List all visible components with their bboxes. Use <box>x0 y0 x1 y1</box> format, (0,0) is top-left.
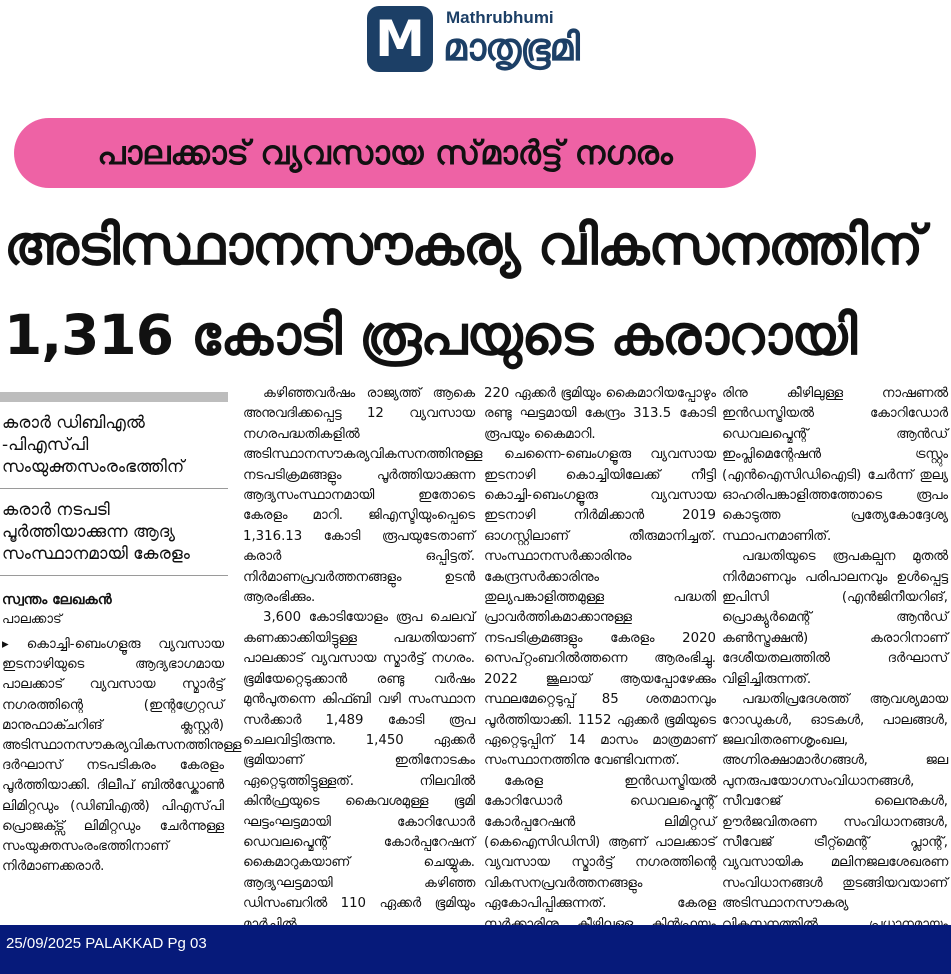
paragraph: കഴിഞ്ഞവർഷം രാജ്യത്ത് ആകെ അനുവദിക്കപ്പെട്ട 12 വ്യവസായ നഗരപദ്ധതികളിൽ അടിസ്ഥാനസൗകര്യവികസനത്തിനുള്ള നടപടിക്രമങ്ങളും പൂർത്തിയാക്കുന്ന ആദ്യസംസ്ഥാനമായി ഇതോടെ കേരളം മാറി. ജിഎസ്ടിയുംപ്പെടെ 1,316.13 കോടി രൂപയുടേതാണ് കരാർ ഒപ്പിട്ടത്. നിർമാണപ്രവർത്തനങ്ങളും ഉടൻ ആരംഭിക്കും. <box>243 386 483 606</box>
article-column-1 <box>243 384 483 935</box>
sidebar-rule <box>0 392 228 402</box>
article-column-2 <box>484 384 716 955</box>
paragraph: 220 ഏക്കർ ഭൂമിയും കൈമാറിയപ്പോഴും രണ്ടു ഘട്ടമായി കേന്ദ്രം 313.5 കോടി രൂപയും കൈമാറി. <box>484 386 716 442</box>
kicker-text: പാലക്കാട് വ്യവസായ സ്‌മാർട്ട് നഗരം <box>97 133 673 172</box>
paragraph: 3,600 കോടിയോളം രൂപ ചെലവ് കണക്കാക്കിയിട്ടുള്ള പദ്ധതിയാണ് പാലക്കാട് വ്യവസായ സ്മാർട്ട് നഗരം. ഭൂമിയേറ്റെടുക്കാൻ രണ്ടു വർഷം മുൻപുതന്നെ കിഫ്ബി വഴി സംസ്ഥാന സർക്കാർ 1,489 കോടി രൂപ ചെലവിട്ടിരുന്നു. 1,450 ഏക്കർ ഭൂമിയാണ് ഇതിനോടകം ഏറ്റെടുത്തിട്ടുള്ളത്. നിലവിൽ കിൻഫ്രയുടെ കൈവശമുള്ള ഭൂമി ഘട്ടംഘട്ടമായി കോറിഡോർ ഡെവലപ്മെന്റ് കോർപ്പറേഷന് കൈമാറുകയാണ് ചെയ്യുക. ആദ്യഘട്ടമായി കഴിഞ്ഞ ഡിസംബറിൽ 110 ഏക്കർ ഭൂമിയും <box>243 610 475 912</box>
article-column-3 <box>722 384 948 955</box>
dateline: പാലക്കാട് <box>2 612 62 627</box>
headline-line-2: 1,316 കോടി രൂപയുടെ കരാറായി <box>4 303 857 367</box>
sub-deck-1: കരാർ ഡിബിഎൽ -പിഎസ്‌പി സംയുക്തസംരംഭത്തിന് <box>0 402 228 489</box>
masthead <box>0 0 951 100</box>
footer-bar <box>0 925 951 974</box>
paragraph: പദ്ധതിപ്രദേശത്ത് ആവശ്യമായ റോഡുകൾ, ഓടകൾ, പാലങ്ങൾ, ജലവിതരണശൃംഖല, അഗ്നിരക്ഷാമാർഗങ്ങൾ, ജല പുനരുപയോഗസംവിധാനങ്ങൾ, സീവറേജ് ലൈനുകൾ, ഊർജവിതരണ സംവിധാനങ്ങൾ, സീവേജ് ട്രീറ്റ്മെന്റ് പ്ലാന്റ്, വ്യവസായിക മലിനജലശേഖരണ സംവിധാനങ്ങൾ തുടങ്ങിയവയാണ് അടിസ്ഥാനസൗകര്യ <box>722 692 948 912</box>
paragraph: രിനു കീഴിലുള്ള നാഷണൽ ഇൻഡസ്ട്രിയൽ കോറിഡോർ ഡെവലപ്മെന്റ് ആൻഡ് ഇംപ്ലിമെന്റേഷൻ ട്രസ്റ്റും (എൻഐസിഡിഐടി) ചേർന്ന് തുല്യ ഓഹരിപങ്കാളിത്തത്തോടെ രൂപം കൊടുത്ത പ്രത്യേകോദ്ദേശ്യ സ്ഥാപനമാണിത്. <box>722 386 948 544</box>
kicker-banner <box>14 118 756 188</box>
paragraph: ചെന്നൈ-ബെംഗളൂരു വ്യവസായ ഇടനാഴി കൊച്ചിയിലേക്ക് നീട്ടി കൊച്ചി-ബെംഗളൂരു വ്യവസായ ഇടനാഴി നിർമിക്കാൻ 2019 ഓഗസ്റ്റിലാണ് തീരുമാനിച്ചത്. സംസ്ഥാനസർക്കാരിനും കേന്ദ്രസർക്കാരിനും തുല്യപങ്കാളിത്തമുള്ള പദ്ധതി പ്രാവർത്തികമാക്കാനുള്ള നടപടിക്രമങ്ങളും കേരളം 2020 സെപ്റ്റംബറിൽത്തന്നെ ആരംഭിച്ചു. 2022 ജൂലായ് ആയപ്പോഴേക്കും സ്ഥലമേറ്റെടുപ്പ് 85 ശതമാനവും പൂർത്തിയാക്കി. 1152 ഏക്കർ ഭൂമിയുടെ ഏറ്റെടുപ്പിന് 14 മാസം മാത്രമാണ് സംസ്ഥാനത്തിനു വേണ്ടിവന്നത്. <box>484 447 716 769</box>
brand-name-malayalam: മാതൃഭൂമി <box>443 25 579 69</box>
lead-paragraph: ▸ കൊച്ചി-ബെംഗളൂരു വ്യവസായ ഇടനാഴിയുടെ ആദ്യഭാഗമായ പാലക്കാട് വ്യവസായ സ്മാർട്ട് നഗരത്തിന്റെ (ഇന്റഗ്രേറ്റഡ് മാനുഫാക്ചറിങ് ക്ലസ്റ്റർ) അടിസ്ഥാനസൗകര്യവികസനത്തിനുള്ള ദർഘാസ് നടപടികരം കേരളം പൂർത്തിയാക്കി. ദിലീപ് ബിൽഡ്കോൺ ലിമിറ്റഡും (ഡിബിഎൽ) പിഎസ്‌പി പ്രൊജക്ട്സ് ലിമിറ്റഡും ചേർന്നുള്ള സംയുക്തസംരംഭത്തിനാണ് നിർമാണക്കരാർ. <box>2 637 242 875</box>
mathrubhumi-logo-icon <box>367 6 433 72</box>
paragraph: പദ്ധതിയുടെ രൂപകല്പന മുതൽ നിർമാണവും പരിപാലനവും ഉൾപ്പെട്ട ഇപിസി (എൻജിനീയറിങ്, പ്രൊക്യുർമെന്റ് ആൻഡ് കൺസ്ട്രക്ഷൻ) കരാറിനാണ് ദേശീയതലത്തിൽ ദർഘാസ് വിളിച്ചിരുന്നത്. <box>722 549 948 687</box>
sub-deck-2: കരാർ നടപടി പൂർത്തിയാക്കുന്ന ആദ്യ സംസ്ഥാനമായി കേരളം <box>0 489 228 576</box>
headline <box>4 200 944 380</box>
sidebar <box>0 392 242 877</box>
logo-letter: M <box>375 10 425 68</box>
byline: സ്വന്തം ലേഖകൻ <box>2 592 112 608</box>
paragraph: കേരള ഇൻഡസ്ട്രിയൽ കോറിഡോർ ഡെവലപ്മെന്റ് കോർപ്പറേഷൻ ലിമിറ്റഡ് (കെഐസിഡിസി) ആണ് പാലക്കാട് വ്യവസായ സ്മാർട്ട് നഗരത്തിന്റെ വികസനപ്രവർത്തനങ്ങളും ഏകോപിപ്പിക്കുന്നത്. കേരള <box>484 773 716 912</box>
headline-line-1: അടിസ്ഥാനസൗകര്യ വികസനത്തിന് <box>4 213 923 277</box>
edition-date: 25/09/2025 PALAKKAD Pg 03 <box>6 935 207 952</box>
brand-name-english: Mathrubhumi <box>446 8 554 27</box>
